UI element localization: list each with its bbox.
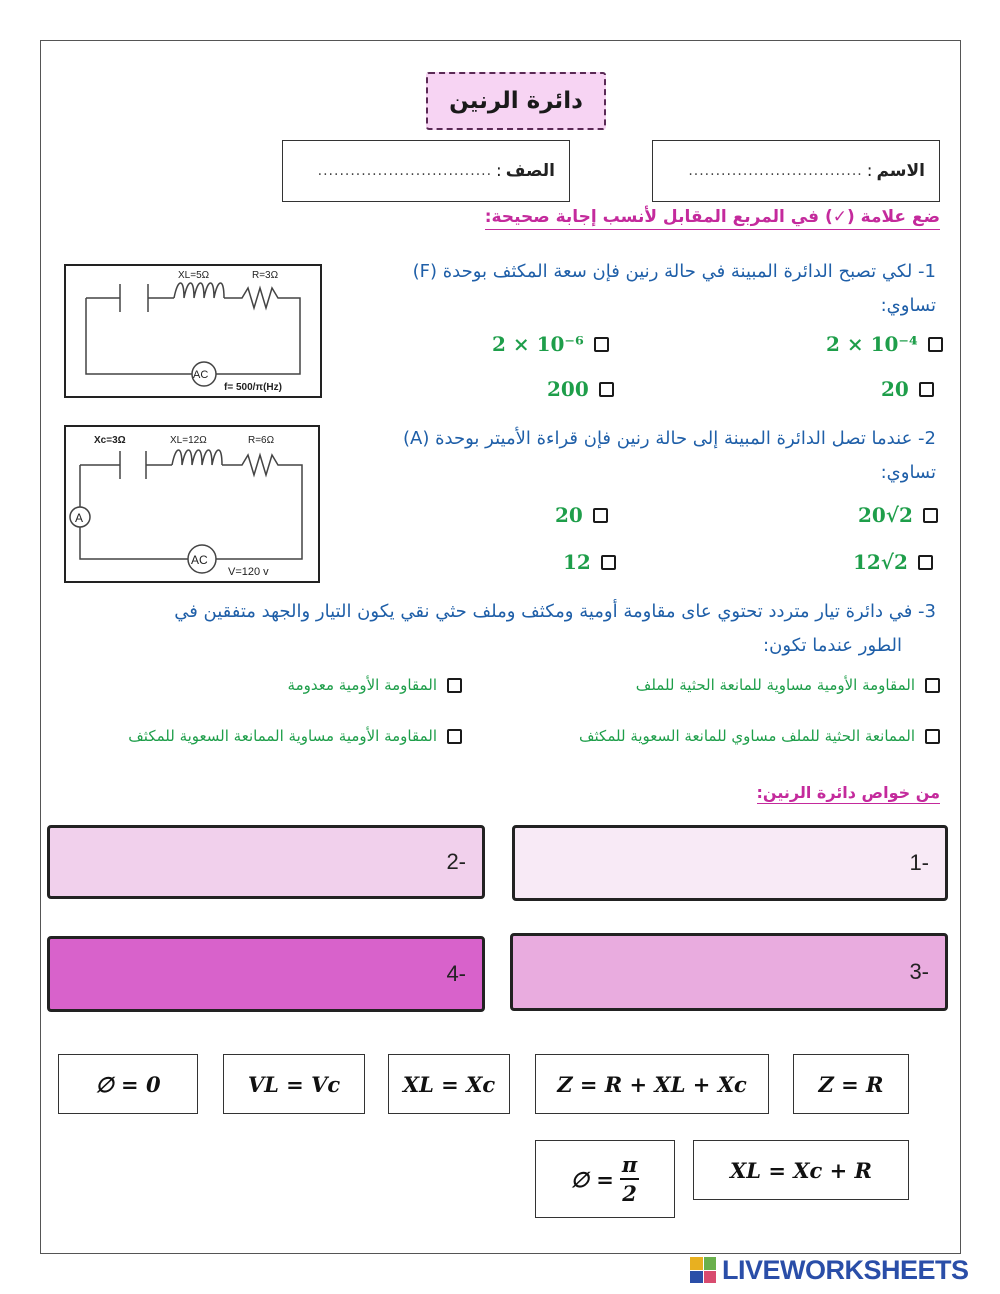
q3-option-a[interactable]: [636, 676, 940, 694]
q2-option-c[interactable]: [853, 550, 933, 574]
q1-option-a-checkbox[interactable]: [928, 337, 943, 352]
circuit-2-xc-label: Xc=3Ω: [94, 435, 126, 446]
q1-option-a-label: 2 × 10⁻⁴: [826, 332, 918, 356]
q3-option-d[interactable]: [128, 727, 462, 745]
question-2: [336, 422, 936, 490]
circuit-diagram-1: [64, 264, 322, 398]
tile-fraction-denominator: 2: [622, 1181, 637, 1206]
q3-option-d-label: المقاومة الأومية مساوية الممانعة السعوية للمكثف: [128, 727, 437, 745]
class-field[interactable]: [282, 140, 570, 202]
question-2-text: عندما تصل الدائرة المبينة إلى حالة رنين فإن قراءة الأميتر بوحدة (A): [403, 428, 913, 449]
liveworksheets-logo-icon: [690, 1257, 716, 1283]
q3-option-c-label: الممانعة الحثية للملف مساوي للمانعة السعوية للمكثف: [579, 727, 915, 745]
question-1-text: لكي تصبح الدائرة المبينة في حالة رنين فإن سعة المكثف بوحدة (F): [412, 261, 913, 282]
q1-option-a[interactable]: [826, 332, 943, 356]
name-dots: ................................: [688, 163, 863, 179]
circuit-2-r-label: R=6Ω: [248, 435, 275, 446]
footer-brand: [690, 1254, 969, 1286]
question-3-number: 3-: [918, 601, 936, 622]
answer-slot-1-label: 1-: [909, 850, 929, 875]
question-3-text-2: الطور عندما تكون:: [763, 635, 902, 656]
q2-option-b-checkbox[interactable]: [593, 508, 608, 523]
tile-vl-equals-vc[interactable]: [223, 1054, 365, 1114]
circuit-1-xl-label: XL=5Ω: [178, 270, 210, 281]
question-1-text-2: تساوي:: [880, 295, 936, 316]
answer-slot-4-label: 4-: [446, 961, 466, 986]
circuit-1-freq-label: f= 500/π(Hz): [224, 382, 282, 393]
tile-phase-prefix-text: ∅ =: [570, 1166, 614, 1192]
q2-option-b-label: 20: [555, 503, 583, 527]
q3-option-c-checkbox[interactable]: [925, 729, 940, 744]
circuit-2-volt-label: V=120 v: [228, 566, 269, 578]
tile-z-equals-r-text: Z = R: [818, 1071, 884, 1097]
answer-slot-2-label: 2-: [446, 849, 466, 874]
q2-option-c-checkbox[interactable]: [918, 555, 933, 570]
tile-xl-equals-xc[interactable]: [388, 1054, 510, 1114]
properties-title: من خواص دائرة الرنين:: [756, 783, 940, 802]
tile-fraction: [620, 1154, 639, 1204]
circuit-2-ammeter-label: A: [75, 511, 84, 525]
question-3-text: في دائرة تيار متردد تحتوي عاى مقاومة أومية ومكثف وملف حثي نقي يكون التيار والجهد متفقين في: [174, 601, 913, 622]
q1-option-c[interactable]: [881, 377, 934, 401]
question-3: [66, 595, 936, 663]
class-label: الصف: [505, 161, 555, 181]
question-2-text-2: تساوي:: [880, 462, 936, 483]
q2-option-b[interactable]: [555, 503, 608, 527]
q2-option-c-label: 12√2: [853, 550, 908, 574]
q1-option-b-label: 2 × 10⁻⁶: [492, 332, 584, 356]
tile-xl-equals-xc-text: XL = Xc: [402, 1071, 496, 1097]
q2-option-d-checkbox[interactable]: [601, 555, 616, 570]
tile-xl-xc-r-text: XL = Xc + R: [729, 1157, 873, 1183]
tile-z-sum[interactable]: [535, 1054, 769, 1114]
q1-option-d-checkbox[interactable]: [599, 382, 614, 397]
tile-phase-zero[interactable]: [58, 1054, 198, 1114]
circuit-diagram-2: [64, 425, 320, 583]
name-colon: :: [866, 161, 873, 181]
tile-z-equals-r[interactable]: [793, 1054, 909, 1114]
q2-option-a[interactable]: [858, 503, 938, 527]
circuit-1-r-label: R=3Ω: [252, 270, 279, 281]
tile-phase-pi-half[interactable]: [535, 1140, 675, 1218]
answer-slot-4[interactable]: [47, 936, 485, 1012]
answer-slot-3[interactable]: [510, 933, 948, 1011]
tile-vl-equals-vc-text: VL = Vc: [247, 1071, 341, 1097]
q3-option-c[interactable]: [579, 727, 940, 745]
answer-slot-2[interactable]: [47, 825, 485, 899]
q3-option-a-label: المقاومة الأومية مساوية للمانعة الحثية للملف: [635, 676, 915, 694]
q3-option-d-checkbox[interactable]: [447, 729, 462, 744]
q3-option-b[interactable]: [288, 676, 462, 694]
q1-option-d[interactable]: [547, 377, 614, 401]
q1-option-c-checkbox[interactable]: [919, 382, 934, 397]
q1-option-b-checkbox[interactable]: [594, 337, 609, 352]
question-2-number: 2-: [918, 428, 936, 449]
q3-option-a-checkbox[interactable]: [925, 678, 940, 693]
q2-option-a-label: 20√2: [858, 503, 913, 527]
instruction-text: ضع علامة (✓) في المربع المقابل لأنسب إجابة صحيحة:: [485, 207, 940, 230]
brand-name: LIVEWORKSHEETS: [722, 1254, 969, 1285]
answer-slot-1[interactable]: [512, 825, 948, 901]
circuit-2-ac-label: AC: [191, 553, 208, 567]
q1-option-c-label: 20: [881, 377, 909, 401]
circuit-1-ac-label: AC: [193, 369, 209, 381]
q1-option-b[interactable]: [492, 332, 609, 356]
tile-phase-zero-text: ∅ = 0: [95, 1071, 161, 1097]
tile-xl-equals-xc-plus-r[interactable]: [693, 1140, 909, 1200]
q2-option-a-checkbox[interactable]: [923, 508, 938, 523]
title-banner: [426, 72, 606, 130]
q1-option-d-label: 200: [547, 377, 589, 401]
name-field[interactable]: [652, 140, 940, 202]
class-dots: ................................: [317, 163, 493, 179]
question-1: [336, 255, 936, 323]
tile-z-sum-text: Z = R + XL + Xc: [557, 1071, 747, 1097]
name-label: الاسم: [876, 161, 925, 181]
class-colon: :: [496, 161, 502, 181]
circuit-2-xl-label: XL=12Ω: [170, 435, 207, 446]
q3-option-b-label: المقاومة الأومية معدومة: [287, 676, 437, 694]
q2-option-d-label: 12: [563, 550, 591, 574]
page-title: دائرة الرنين: [449, 88, 583, 114]
answer-slot-3-label: 3-: [909, 959, 929, 984]
question-1-number: 1-: [918, 261, 936, 282]
q3-option-b-checkbox[interactable]: [447, 678, 462, 693]
q2-option-d[interactable]: [563, 550, 616, 574]
tile-fraction-numerator: π: [620, 1154, 639, 1180]
